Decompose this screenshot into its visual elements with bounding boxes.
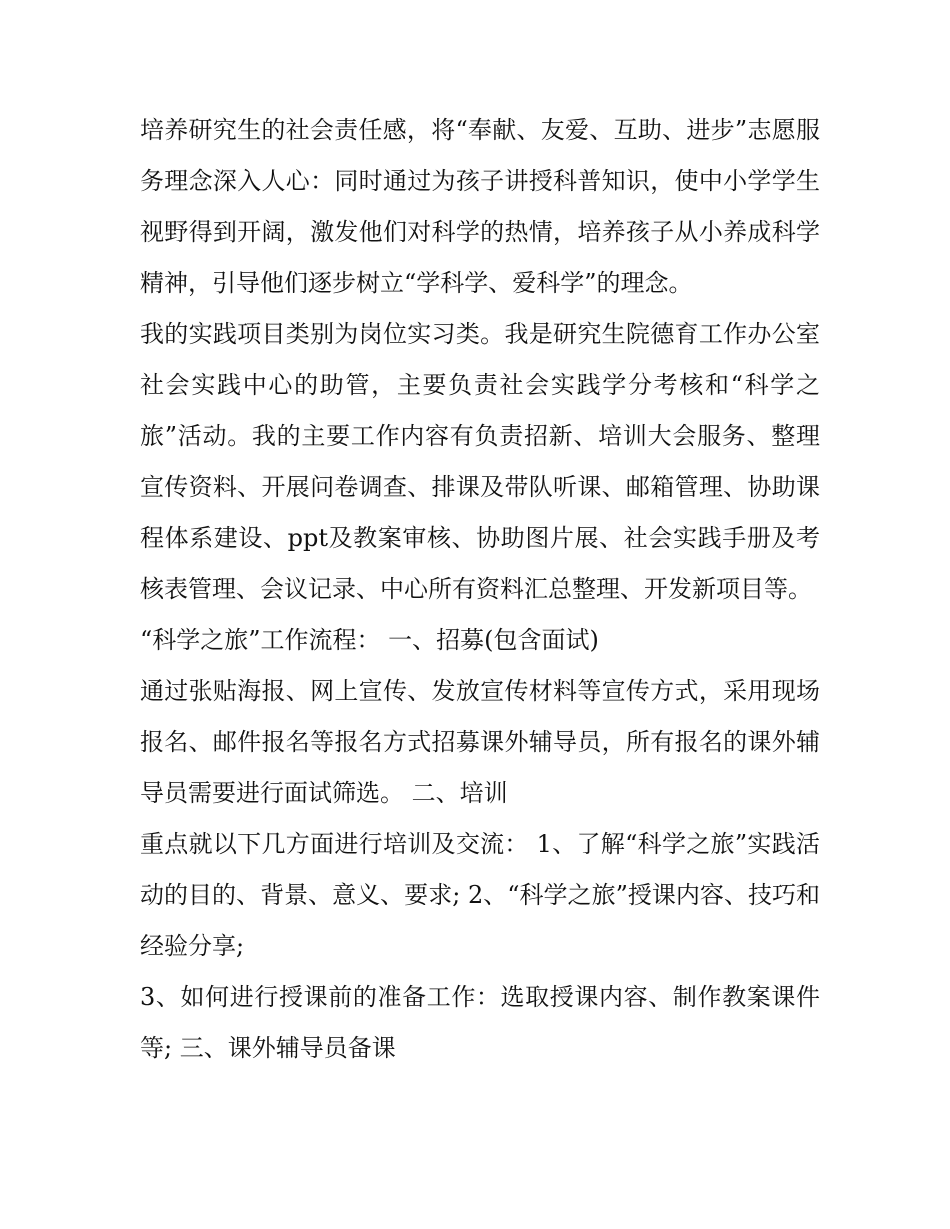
paragraph-workflow-recruit: “科学之旅”工作流程： 一、招募(包含面试) [140,626,599,654]
paragraph-practice-project: 我的实践项目类别为岗位实习类。我是研究生院德育工作办公室社会实践中心的助管，主要负责社会实践学分考核和“科学之旅”活动。我的主要工作内容有负责招新、培训大会服务、整理宣传资料、开展问卷调查、排课及带队听课、邮箱管理、协助课程体系建设、ppt及教案审核、协助图片展、社会实践手册及考核表管理、会议记录、中心所有资料汇总整理、开发新项目等。 [140,320,820,603]
paragraph-preparation: 3、如何进行授课前的准备工作：选取授课内容、制作教案课件等; 三、课外辅导员备课 [140,983,820,1062]
paragraph-purpose: 培养研究生的社会责任感，将“奉献、友爱、互助、进步”志愿服务理念深入人心：同时通过为孩子讲授科普知识，使中小学学生视野得到开阔，激发他们对科学的热情，培养孩子从小养成科学精神，引导他们逐步树立“学科学、爱科学”的理念。 [140,116,820,297]
paragraph-recruit-method: 通过张贴海报、网上宣传、发放宣传材料等宣传方式，采用现场报名、邮件报名等报名方式招募课外辅导员，所有报名的课外辅导员需要进行面试筛选。 二、培训 [140,677,820,807]
document-body [140,105,820,1074]
paragraph-training-content: 重点就以下几方面进行培训及交流： 1、了解“科学之旅”实践活动的目的、背景、意义、要求; 2、“科学之旅”授课内容、技巧和经验分享; [140,830,820,960]
